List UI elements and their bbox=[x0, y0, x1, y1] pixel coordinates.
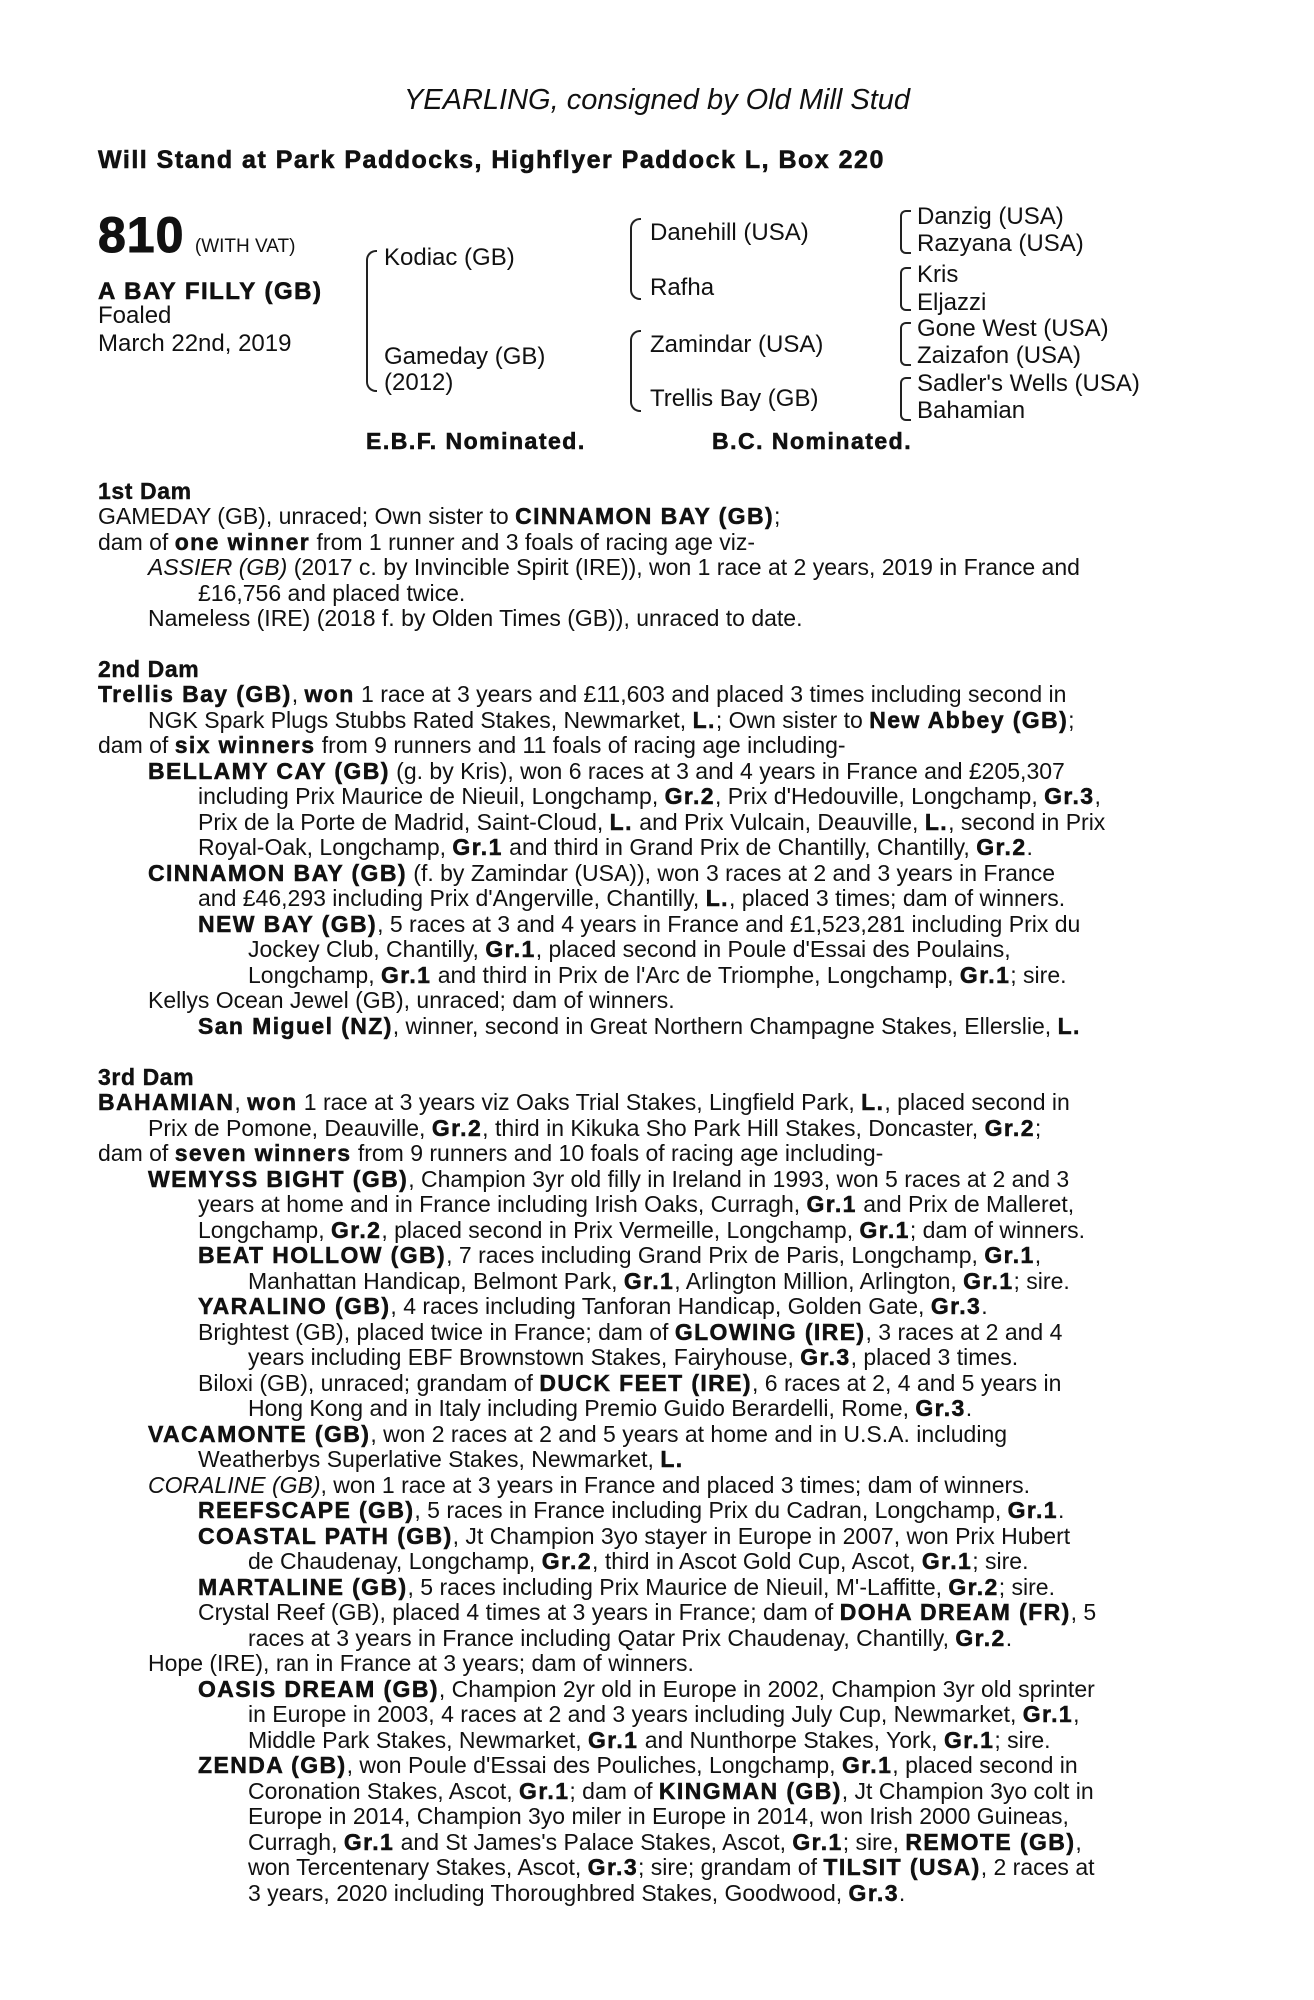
text-segment: ; sire. bbox=[1010, 961, 1067, 988]
text-segment: de Chaudenay, Longchamp, bbox=[248, 1548, 542, 1574]
brace-dam bbox=[630, 330, 641, 412]
text-segment: , placed 3 times. bbox=[850, 1344, 1019, 1370]
text-line bbox=[248, 1345, 1208, 1371]
text-segment: and third in Prix de l'Arc de Triomphe, Longchamp, bbox=[431, 961, 960, 988]
bold-text: Gr.1 bbox=[859, 1216, 910, 1243]
text-line bbox=[98, 1141, 1208, 1167]
bold-text: COASTAL PATH (GB) bbox=[198, 1522, 453, 1549]
bold-text: Gr.2 bbox=[955, 1624, 1006, 1651]
text-line bbox=[98, 1090, 1208, 1116]
text-line bbox=[148, 708, 1208, 734]
text-segment: , 5 bbox=[1070, 1599, 1097, 1625]
text-segment: , bbox=[1073, 1701, 1080, 1727]
text-line bbox=[148, 1473, 1208, 1499]
text-line bbox=[198, 1320, 1208, 1346]
italic-text: ASSIER (GB) bbox=[148, 554, 288, 580]
text-line bbox=[148, 988, 1208, 1014]
text-segment: dam of bbox=[98, 1140, 175, 1166]
text-line bbox=[198, 835, 1208, 861]
bold-text: Gr.2 bbox=[330, 1216, 382, 1243]
bold-text: L. bbox=[924, 808, 949, 835]
text-segment: Jockey Club, Chantilly, bbox=[248, 936, 486, 962]
text-segment: ; sire. bbox=[972, 1548, 1029, 1574]
text-line bbox=[148, 1167, 1208, 1193]
dam: Gameday (GB) bbox=[384, 343, 546, 370]
bold-text: L. bbox=[609, 808, 633, 835]
text-segment: £16,756 and placed twice. bbox=[198, 579, 466, 606]
text-segment: . bbox=[981, 1293, 988, 1319]
bold-text: Gr.1 bbox=[343, 1828, 395, 1855]
text-segment: , 5 races at 3 and 4 years in France and £1,523,281 including Prix du bbox=[377, 910, 1081, 937]
foaled-date: March 22nd, 2019 bbox=[98, 330, 292, 357]
text-segment: ; sire; grandam of bbox=[638, 1854, 824, 1880]
text-line bbox=[198, 912, 1208, 938]
text-segment: , bbox=[1075, 1828, 1082, 1855]
text-line bbox=[248, 1881, 1208, 1907]
bold-text: BELLAMY CAY (GB) bbox=[148, 757, 390, 784]
text-segment: races at 3 years in France including Qatar Prix Chaudenay, Chantilly, bbox=[248, 1624, 956, 1651]
bold-text: MARTALINE (GB) bbox=[198, 1573, 408, 1600]
text-segment: , 7 races including Grand Prix de Paris, Longchamp, bbox=[446, 1242, 985, 1268]
text-segment: (2017 c. by Invincible Spirit (IRE)), won 1 race at 2 years, 2019 in France and bbox=[287, 554, 1080, 580]
text-segment: dam of bbox=[98, 732, 175, 758]
text-segment: , 5 races in France including Prix du Cadran, Longchamp, bbox=[414, 1497, 1008, 1523]
bold-text: CINNAMON BAY (GB) bbox=[148, 859, 407, 886]
bold-text: Gr.1 bbox=[380, 961, 432, 988]
bold-text: Gr.2 bbox=[976, 834, 1027, 860]
text-line bbox=[148, 759, 1208, 785]
text-segment: . bbox=[1026, 834, 1033, 860]
text-segment: in Europe in 2003, 4 races at 2 and 3 years including July Cup, Newmarket, bbox=[248, 1701, 1023, 1727]
text-segment: , third in Ascot Gold Cup, Ascot, bbox=[592, 1548, 922, 1574]
text-segment: , bbox=[1034, 1242, 1042, 1268]
vat-note: (WITH VAT) bbox=[194, 236, 296, 257]
dam-sire: Zamindar (USA) bbox=[650, 331, 824, 358]
dam-dam: Trellis Bay (GB) bbox=[650, 385, 819, 412]
text-segment: , Prix d'Hedouville, Longchamp, bbox=[715, 783, 1045, 809]
text-line bbox=[248, 963, 1208, 989]
grandsire-3: Kris bbox=[917, 261, 959, 288]
bold-text: KINGMAN (GB) bbox=[658, 1777, 842, 1804]
text-line bbox=[248, 1728, 1208, 1754]
text-segment: , won 1 race at 3 years in France and placed 3 times; dam of winners. bbox=[320, 1471, 1031, 1498]
grandsire-1: Danzig (USA) bbox=[917, 203, 1064, 230]
bold-text: Gr.1 bbox=[792, 1828, 843, 1855]
bold-text: Gr.2 bbox=[541, 1548, 593, 1574]
text-line bbox=[148, 1422, 1208, 1448]
second-dam-heading: 2nd Dam bbox=[98, 656, 200, 682]
grandsire-2: Razyana (USA) bbox=[917, 230, 1084, 257]
text-segment: , 2 races at bbox=[980, 1854, 1095, 1880]
bold-text: Gr.1 bbox=[1022, 1701, 1074, 1727]
bold-text: one winner bbox=[174, 528, 311, 555]
text-segment: 1 race at 3 years viz Oaks Trial Stakes, Lingfield Park, bbox=[297, 1089, 862, 1115]
text-line bbox=[248, 1269, 1208, 1295]
text-line bbox=[248, 937, 1208, 963]
text-segment: , 3 races at 2 and 4 bbox=[865, 1318, 1063, 1345]
text-segment: , 5 races including Prix Maurice de Nieuil, M'-Laffitte, bbox=[407, 1573, 949, 1600]
dam-year: (2012) bbox=[384, 369, 454, 396]
text-segment: Royal-Oak, Longchamp, bbox=[198, 834, 453, 860]
text-segment: Coronation Stakes, Ascot, bbox=[248, 1777, 520, 1804]
text-segment: GAMEDAY (GB), unraced; Own sister to bbox=[98, 503, 516, 529]
text-segment: Crystal Reef (GB), placed 4 times at 3 years in France; dam of bbox=[198, 1599, 840, 1625]
text-segment: Longchamp, bbox=[198, 1216, 331, 1243]
bold-text: TILSIT (USA) bbox=[823, 1854, 981, 1880]
bold-text: New Abbey (GB) bbox=[869, 706, 1069, 733]
text-segment: (g. by Kris), won 6 races at 3 and 4 years in France and £205,307 bbox=[389, 757, 1065, 784]
bold-text: Gr.2 bbox=[431, 1114, 483, 1141]
bold-text: L. bbox=[1057, 1012, 1081, 1039]
bold-text: DOHA DREAM (FR) bbox=[839, 1599, 1071, 1625]
text-segment: from 9 runners and 11 foals of racing age including- bbox=[315, 732, 846, 758]
text-line bbox=[148, 1651, 1208, 1677]
text-line bbox=[98, 504, 1208, 530]
brace-g1 bbox=[900, 210, 911, 254]
text-segment: ; sire. bbox=[998, 1573, 1055, 1600]
text-segment: Kellys Ocean Jewel (GB), unraced; dam of winners. bbox=[148, 987, 675, 1013]
sire: Kodiac (GB) bbox=[384, 244, 515, 271]
text-segment: Europe in 2014, Champion 3yo miler in Europe in 2014, won Irish 2000 Guineas, bbox=[248, 1803, 1069, 1829]
bold-text: DUCK FEET (IRE) bbox=[539, 1369, 752, 1396]
bold-text: San Miguel (NZ) bbox=[198, 1012, 393, 1039]
text-segment: . bbox=[1057, 1497, 1065, 1523]
grandsire-4: Eljazzi bbox=[917, 289, 987, 316]
bold-text: L. bbox=[705, 885, 729, 911]
text-line bbox=[198, 1600, 1208, 1626]
first-dam-heading: 1st Dam bbox=[98, 478, 192, 504]
text-line bbox=[98, 530, 1208, 556]
bold-text: Gr.1 bbox=[623, 1267, 675, 1294]
text-line bbox=[198, 1677, 1208, 1703]
text-segment: , Jt Champion 3yo colt in bbox=[841, 1777, 1094, 1804]
text-segment: years at home and in France including Irish Oaks, Curragh, bbox=[198, 1191, 807, 1217]
bold-text: REEFSCAPE (GB) bbox=[198, 1497, 415, 1523]
text-segment: ; dam of winners. bbox=[909, 1216, 1085, 1243]
bold-text: Gr.1 bbox=[485, 936, 536, 962]
text-segment: , placed 3 times; dam of winners. bbox=[728, 885, 1066, 911]
bold-text: BAHAMIAN bbox=[98, 1089, 235, 1115]
text-segment: . bbox=[1005, 1624, 1013, 1651]
text-line bbox=[148, 861, 1208, 887]
consignment-title: YEARLING, consigned by Old Mill Stud bbox=[403, 84, 911, 116]
text-line bbox=[248, 1702, 1208, 1728]
bold-text: L. bbox=[660, 1446, 684, 1472]
location-line: Will Stand at Park Paddocks, Highflyer Paddock L, Box 220 bbox=[98, 146, 885, 174]
bold-text: Gr.1 bbox=[519, 1777, 570, 1804]
text-segment: years including EBF Brownstown Stakes, Fairyhouse, bbox=[248, 1344, 801, 1370]
bold-text: Trellis Bay (GB) bbox=[98, 681, 292, 707]
text-segment: and St James's Palace Stakes, Ascot, bbox=[394, 1828, 793, 1855]
bold-text: Gr.1 bbox=[921, 1548, 973, 1574]
text-segment: Hope (IRE), ran in France at 3 years; dam of winners. bbox=[148, 1650, 694, 1676]
bold-text: Gr.2 bbox=[984, 1114, 1035, 1141]
text-segment: , Arlington Million, Arlington, bbox=[674, 1267, 964, 1294]
text-line bbox=[98, 733, 1208, 759]
bold-text: won bbox=[304, 681, 355, 707]
text-segment: , Champion 2yr old in Europe in 2002, Champion 3yr old sprinter bbox=[438, 1675, 1095, 1702]
bold-text: OASIS DREAM (GB) bbox=[198, 1675, 439, 1702]
text-line bbox=[198, 1447, 1208, 1473]
bold-text: Gr.1 bbox=[943, 1726, 995, 1753]
bold-text: six winners bbox=[174, 732, 316, 758]
text-segment: Prix de Pomone, Deauville, bbox=[148, 1114, 432, 1141]
text-line bbox=[198, 1243, 1208, 1269]
bold-text: GLOWING (IRE) bbox=[674, 1318, 866, 1345]
text-segment: Nameless (IRE) (2018 f. by Olden Times (GB)), unraced to date. bbox=[148, 605, 803, 631]
text-line bbox=[148, 555, 1208, 581]
text-segment: ; dam of bbox=[569, 1777, 659, 1804]
text-segment: , placed second in Prix Vermeille, Longchamp, bbox=[381, 1216, 860, 1243]
text-segment: from 1 runner and 3 foals of racing age viz- bbox=[310, 528, 756, 555]
text-line bbox=[198, 1524, 1208, 1550]
text-line bbox=[148, 1116, 1208, 1142]
text-segment: , placed second in Poule d'Essai des Poulains, bbox=[535, 936, 1011, 962]
text-segment: , placed second in bbox=[892, 1752, 1078, 1778]
bold-text: L. bbox=[861, 1089, 885, 1115]
text-line bbox=[198, 1575, 1208, 1601]
text-segment: Middle Park Stakes, Newmarket, bbox=[248, 1726, 589, 1753]
bold-text: Gr.1 bbox=[841, 1752, 893, 1778]
text-segment: dam of bbox=[98, 528, 175, 555]
bc-nominated: B.C. Nominated. bbox=[712, 428, 913, 454]
grandsire-5: Gone West (USA) bbox=[917, 315, 1109, 342]
text-segment: ; bbox=[774, 503, 781, 529]
text-segment: 1 race at 3 years and £11,603 and placed 3 times including second in bbox=[354, 681, 1067, 707]
text-segment: (f. by Zamindar (USA)), won 3 races at 2 and 3 years in France bbox=[406, 859, 1056, 886]
text-line bbox=[198, 1218, 1208, 1244]
text-segment: Longchamp, bbox=[248, 961, 381, 988]
brace-g2 bbox=[900, 267, 911, 311]
lot-number-row bbox=[98, 206, 296, 264]
text-line bbox=[198, 1371, 1208, 1397]
lot-name: A BAY FILLY (GB) bbox=[98, 278, 323, 305]
bold-text: BEAT HOLLOW (GB) bbox=[198, 1242, 447, 1268]
text-line bbox=[248, 1626, 1208, 1652]
text-segment: , Jt Champion 3yo stayer in Europe in 2007, won Prix Hubert bbox=[452, 1522, 1071, 1549]
sire-dam: Rafha bbox=[650, 274, 715, 301]
text-line bbox=[198, 886, 1208, 912]
bold-text: Gr.1 bbox=[984, 1242, 1035, 1268]
bold-text: VACAMONTE (GB) bbox=[148, 1420, 371, 1447]
text-segment: , 4 races including Tanforan Handicap, Golden Gate, bbox=[390, 1293, 931, 1319]
text-segment: and Nunthorpe Stakes, York, bbox=[638, 1726, 944, 1753]
brace-sire bbox=[630, 218, 641, 300]
text-segment: Manhattan Handicap, Belmont Park, bbox=[248, 1267, 624, 1294]
text-segment: , Champion 3yr old filly in Ireland in 1993, won 5 races at 2 and 3 bbox=[408, 1165, 1070, 1192]
text-segment: , bbox=[1094, 783, 1101, 809]
bold-text: WEMYSS BIGHT (GB) bbox=[148, 1165, 409, 1192]
grandsire-7: Sadler's Wells (USA) bbox=[917, 370, 1140, 397]
bold-text: Gr.2 bbox=[948, 1573, 999, 1600]
text-segment: , 6 races at 2, 4 and 5 years in bbox=[752, 1369, 1062, 1396]
text-line bbox=[148, 606, 1208, 632]
text-segment: including Prix Maurice de Nieuil, Longchamp, bbox=[198, 783, 665, 809]
bold-text: Gr.1 bbox=[806, 1191, 857, 1217]
text-segment: Brightest (GB), placed twice in France; dam of bbox=[198, 1318, 675, 1345]
text-segment: , third in Kikuka Sho Park Hill Stakes, Doncaster, bbox=[482, 1114, 985, 1141]
foaled-label: Foaled bbox=[98, 302, 172, 329]
text-segment: , won 2 races at 2 and 5 years at home and in U.S.A. including bbox=[370, 1420, 1008, 1447]
text-segment: , won Poule d'Essai des Pouliches, Longchamp, bbox=[346, 1752, 842, 1778]
text-segment: and £46,293 including Prix d'Angerville, Chantilly, bbox=[198, 885, 706, 911]
bold-text: Gr.2 bbox=[664, 783, 715, 809]
bold-text: CINNAMON BAY (GB) bbox=[515, 503, 775, 529]
text-line bbox=[198, 810, 1208, 836]
text-segment: Weatherbys Superlative Stakes, Newmarket, bbox=[198, 1446, 661, 1472]
text-segment: 3 years, 2020 including Thoroughbred Stakes, Goodwood, bbox=[248, 1879, 849, 1906]
bold-text: Gr.3 bbox=[915, 1395, 966, 1421]
text-segment: Prix de la Porte de Madrid, Saint-Cloud, bbox=[198, 808, 610, 835]
text-segment: won Tercentenary Stakes, Ascot, bbox=[248, 1854, 588, 1880]
bold-text: L. bbox=[692, 706, 716, 733]
text-line bbox=[198, 581, 1208, 607]
bold-text: Gr.1 bbox=[452, 834, 503, 860]
bold-text: seven winners bbox=[174, 1140, 352, 1166]
bold-text: Gr.3 bbox=[800, 1344, 851, 1370]
grandsire-8: Bahamian bbox=[917, 397, 1026, 424]
lot-number: 810 bbox=[98, 207, 185, 263]
grandsire-6: Zaizafon (USA) bbox=[917, 342, 1082, 369]
text-segment: , winner, second in Great Northern Champagne Stakes, Ellerslie, bbox=[392, 1012, 1058, 1039]
text-line bbox=[248, 1804, 1208, 1830]
text-segment: , bbox=[291, 681, 305, 707]
ebf-nominated: E.B.F. Nominated. bbox=[366, 428, 586, 454]
text-segment: , second in Prix bbox=[948, 808, 1106, 835]
text-segment: , placed second in bbox=[884, 1089, 1070, 1115]
text-line bbox=[198, 1498, 1208, 1524]
brace-parents bbox=[366, 250, 377, 392]
text-segment: . bbox=[898, 1879, 906, 1906]
text-line bbox=[248, 1779, 1208, 1805]
bold-text: Gr.3 bbox=[587, 1854, 639, 1880]
text-segment: ; bbox=[1068, 706, 1075, 733]
text-line bbox=[198, 1753, 1208, 1779]
text-segment: Curragh, bbox=[248, 1828, 344, 1855]
bold-text: ZENDA (GB) bbox=[198, 1752, 347, 1778]
bold-text: Gr.1 bbox=[963, 1267, 1014, 1294]
bold-text: Gr.1 bbox=[1007, 1497, 1058, 1523]
text-line bbox=[248, 1830, 1208, 1856]
text-segment: and Prix de Malleret, bbox=[856, 1191, 1075, 1217]
italic-text: CORALINE (GB) bbox=[148, 1471, 321, 1498]
text-line bbox=[198, 1192, 1208, 1218]
text-segment: Hong Kong and in Italy including Premio Guido Berardelli, Rome, bbox=[248, 1395, 916, 1421]
third-dam-heading: 3rd Dam bbox=[98, 1064, 195, 1090]
text-line bbox=[198, 1014, 1208, 1040]
text-line bbox=[98, 682, 1208, 708]
bold-text: Gr.3 bbox=[848, 1879, 899, 1906]
text-segment: ; sire. bbox=[1013, 1267, 1070, 1294]
text-segment: , bbox=[234, 1089, 248, 1115]
text-line bbox=[248, 1855, 1208, 1881]
bold-text: NEW BAY (GB) bbox=[198, 910, 378, 937]
bold-text: REMOTE (GB) bbox=[905, 1828, 1076, 1855]
text-segment: from 9 runners and 10 foals of racing age including- bbox=[351, 1140, 884, 1166]
text-line bbox=[248, 1396, 1208, 1422]
text-segment: Biloxi (GB), unraced; grandam of bbox=[198, 1369, 540, 1396]
text-segment: NGK Spark Plugs Stubbs Rated Stakes, Newmarket, bbox=[148, 706, 693, 733]
bold-text: Gr.1 bbox=[959, 961, 1011, 988]
brace-g3 bbox=[900, 322, 911, 366]
text-segment: ; bbox=[1034, 1114, 1042, 1141]
text-segment: ; Own sister to bbox=[715, 706, 870, 733]
bold-text: Gr.1 bbox=[588, 1726, 639, 1753]
text-segment: and Prix Vulcain, Deauville, bbox=[632, 808, 925, 835]
text-segment: ; sire, bbox=[842, 1828, 906, 1855]
bold-text: won bbox=[247, 1089, 298, 1115]
text-line bbox=[248, 1549, 1208, 1575]
text-segment: and third in Grand Prix de Chantilly, Chantilly, bbox=[502, 834, 977, 860]
text-line bbox=[198, 784, 1208, 810]
text-segment: ; sire. bbox=[994, 1726, 1051, 1753]
text-segment: . bbox=[965, 1395, 973, 1421]
text-line bbox=[198, 1294, 1208, 1320]
bold-text: Gr.3 bbox=[1044, 783, 1095, 809]
sire-sire: Danehill (USA) bbox=[650, 219, 809, 246]
bold-text: YARALINO (GB) bbox=[198, 1293, 391, 1319]
bold-text: Gr.3 bbox=[930, 1293, 982, 1319]
brace-g4 bbox=[900, 377, 911, 421]
